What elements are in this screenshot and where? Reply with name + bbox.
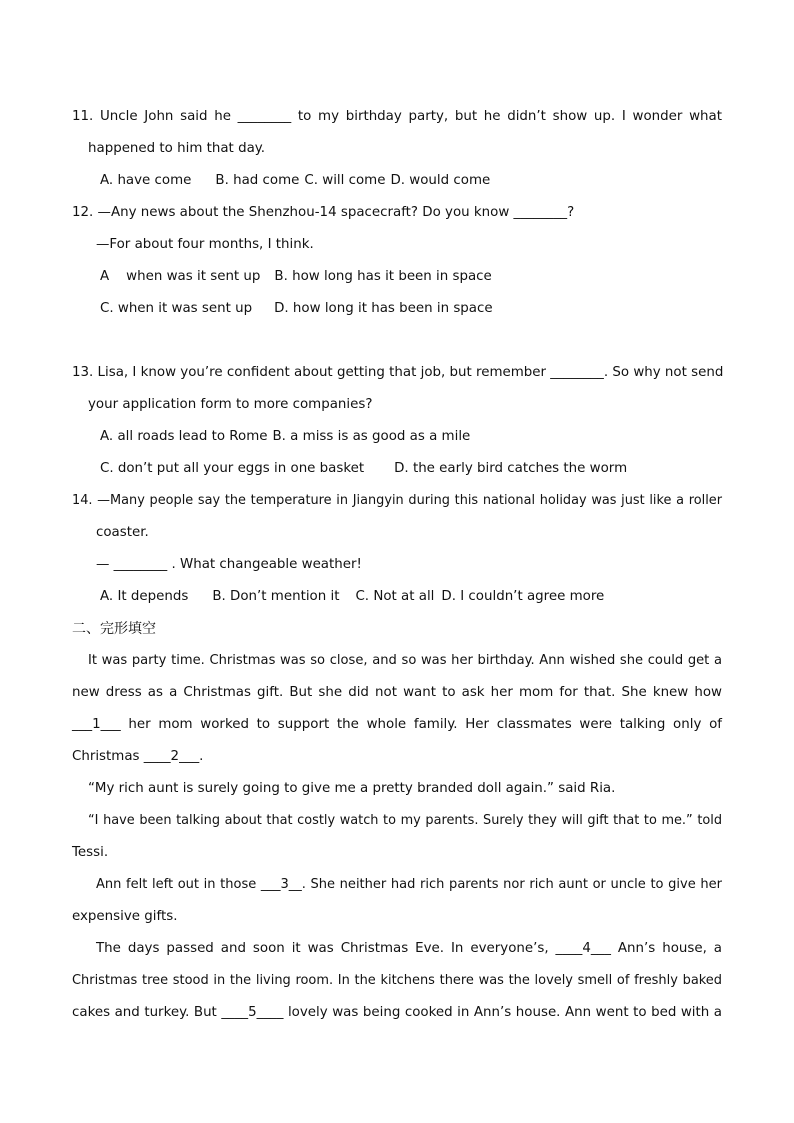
q14-options	[100, 587, 722, 607]
q11-option-b: B. had come	[215, 173, 300, 188]
passage-p3-line1: “I have been talking about that costly watch to my parents. Surely they will gift that to me.” told	[88, 813, 722, 828]
passage-p5-line2: Christmas tree stood in the living room. In the kitchens there was the lovely smell of freshly baked	[72, 973, 722, 988]
passage-p1-line4: Christmas ____2___.	[72, 749, 204, 764]
q13-options-row1	[100, 427, 722, 447]
q14-stem-line2: coaster.	[96, 525, 149, 540]
q14-option-d: D. I couldn’t agree more	[441, 589, 605, 604]
q13-option-d: D. the early bird catches the worm	[394, 461, 628, 476]
passage-p4-line2: expensive gifts.	[72, 909, 178, 924]
passage-p1-line2: new dress as a Christmas gift. But she did not want to ask her mom for that. She knew how	[72, 685, 722, 700]
q12-stem-line1: 12. —Any news about the Shenzhou-14 spacecraft? Do you know ________?	[72, 205, 575, 220]
q11-stem-line2: happened to him that day.	[88, 141, 266, 156]
q12-option-a: A when was it sent up	[100, 269, 261, 284]
q12-option-b: B. how long has it been in space	[274, 269, 492, 284]
q12-stem-line2: —For about four months, I think.	[96, 237, 314, 252]
q11-option-d: D. would come	[390, 173, 491, 188]
q14-option-b: B. Don’t mention it	[212, 589, 340, 604]
q12-option-c: C. when it was sent up	[100, 301, 253, 316]
q13-stem-line1: 13. Lisa, I know you’re confident about getting that job, but remember ________. So why not send	[72, 365, 724, 380]
passage-p4-line1: Ann felt left out in those ___3__. She neither had rich parents nor rich aunt or uncle to give her	[96, 877, 722, 892]
q13-stem-line2: your application form to more companies?	[88, 397, 373, 412]
q14-option-a: A. It depends	[100, 589, 189, 604]
q14-stem-line1: 14. —Many people say the temperature in Jiangyin during this national holiday was just like a roller	[72, 493, 722, 508]
passage-p5-line3: cakes and turkey. But ____5____ lovely was being cooked in Ann’s house. Ann went to bed with a	[72, 1005, 722, 1020]
passage-p2: “My rich aunt is surely going to give me a pretty branded doll again.” said Ria.	[88, 781, 616, 796]
q11-option-a: A. have come	[100, 173, 192, 188]
q13-option-a: A. all roads lead to Rome	[100, 429, 268, 444]
passage-p1-line3: ___1___ her mom worked to support the whole family. Her classmates were talking only of	[72, 717, 722, 732]
q13-options-row2	[100, 459, 722, 479]
q12-options-row2	[100, 299, 722, 319]
q14-response-line: — ________ . What changeable weather!	[96, 557, 362, 572]
passage-p3-line2: Tessi.	[72, 845, 109, 860]
passage-p5-line1: The days passed and soon it was Christmas Eve. In everyone’s, ____4___ Ann’s house, a	[96, 941, 722, 956]
section2-heading: 二、完形填空	[72, 621, 156, 637]
q11-stem-line1: 11. Uncle John said he ________ to my birthday party, but he didn’t show up. I wonder what	[72, 109, 722, 124]
passage-p1-line1: It was party time. Christmas was so close, and so was her birthday. Ann wished she could get a	[88, 653, 722, 668]
q14-option-c: C. Not at all	[355, 589, 435, 604]
q11-options	[100, 171, 722, 191]
q12-option-d: D. how long it has been in space	[274, 301, 493, 316]
q11-option-c: C. will come	[304, 173, 386, 188]
q13-option-c: C. don’t put all your eggs in one basket	[100, 461, 365, 476]
q12-options-row1	[100, 267, 722, 287]
q13-option-b: B. a miss is as good as a mile	[272, 429, 471, 444]
